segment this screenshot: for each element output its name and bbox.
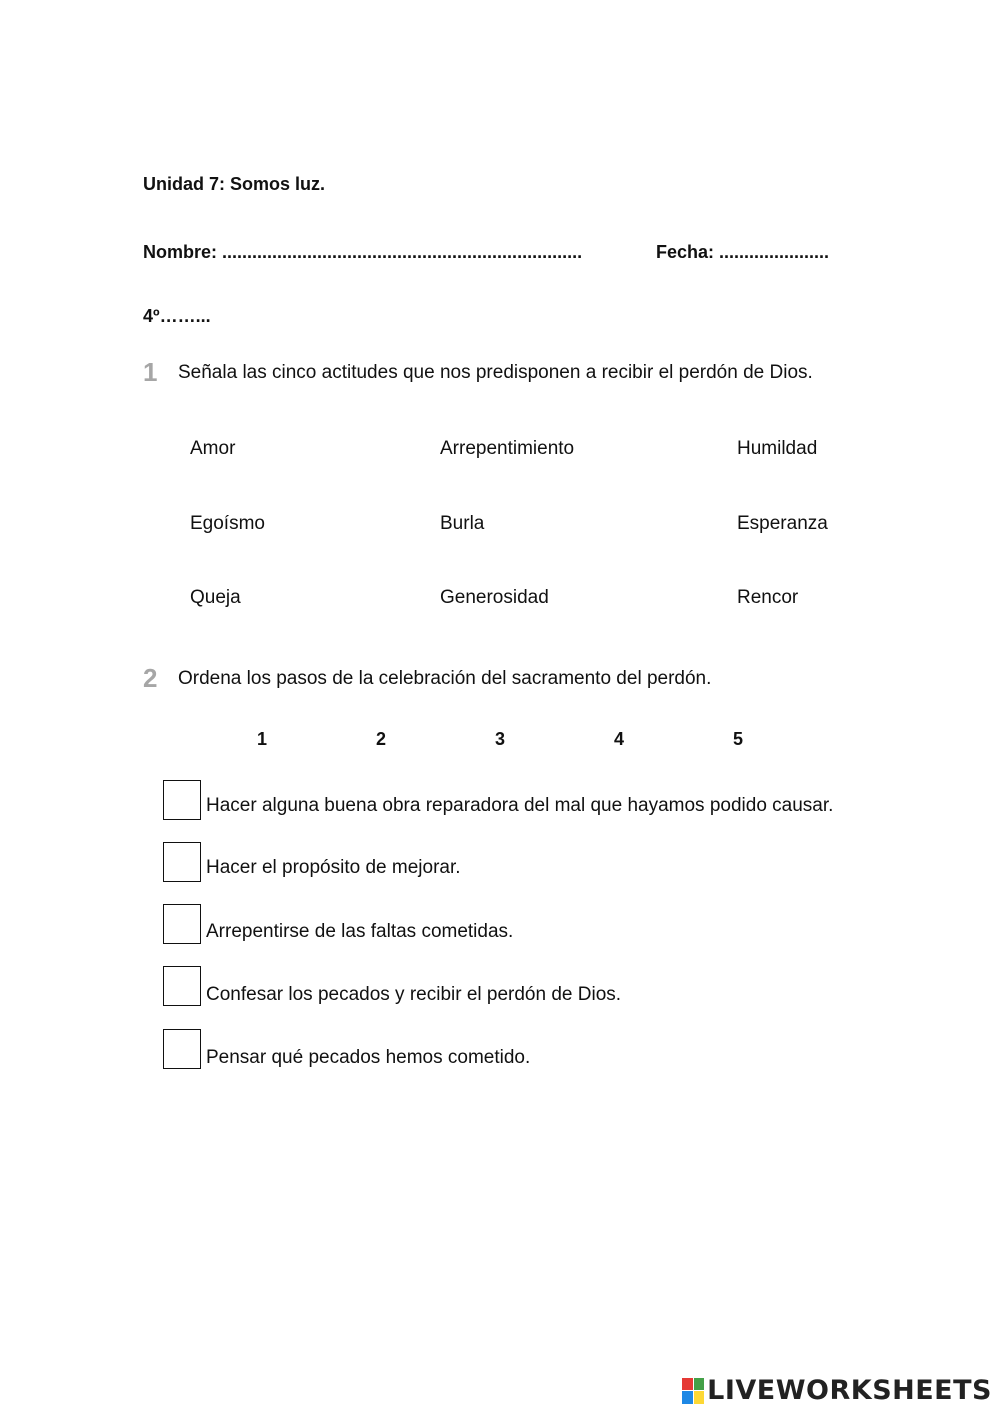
option-generosidad[interactable]: Generosidad (440, 587, 549, 608)
order-number: 4 (614, 729, 625, 749)
step-text: Pensar qué pecados hemos cometido. (206, 1047, 531, 1068)
order-number: 5 (733, 729, 744, 749)
order-number: 1 (257, 729, 268, 749)
step-text: Hacer el propósito de mejorar. (206, 857, 461, 878)
option-humildad[interactable]: Humildad (737, 438, 818, 459)
order-number: 3 (495, 729, 506, 749)
option-arrepentimiento[interactable]: Arrepentimiento (440, 438, 575, 459)
question-1-text: Señala las cinco actitudes que nos predisponen a recibir el perdón de Dios. (178, 362, 813, 383)
option-esperanza[interactable]: Esperanza (737, 513, 828, 534)
logo-icon (682, 1378, 704, 1404)
option-egoismo[interactable]: Egoísmo (190, 513, 265, 534)
question-2-text: Ordena los pasos de la celebración del sacramento del perdón. (178, 668, 712, 689)
step-answer-box[interactable] (163, 1029, 201, 1069)
option-rencor[interactable]: Rencor (737, 587, 799, 608)
grade-label: 4º……... (143, 306, 211, 326)
option-burla[interactable]: Burla (440, 513, 485, 534)
name-label: Nombre: ........................................................................ (143, 242, 583, 262)
step-answer-box[interactable] (163, 842, 201, 882)
liveworksheets-logo (682, 1375, 992, 1406)
option-queja[interactable]: Queja (190, 587, 241, 608)
step-answer-box[interactable] (163, 966, 201, 1006)
question-1-number: 1 (143, 357, 158, 387)
date-label: Fecha: ...................... (656, 242, 830, 262)
date-field-label (656, 242, 829, 263)
step-text: Hacer alguna buena obra reparadora del mal que hayamos podido causar. (206, 795, 834, 816)
step-text: Arrepentirse de las faltas cometidas. (206, 921, 514, 942)
brand-name: LIVEWORKSHEETS (707, 1375, 992, 1406)
page-title: Unidad 7: Somos luz. (143, 174, 326, 194)
step-text: Confesar los pecados y recibir el perdón de Dios. (206, 984, 622, 1005)
step-answer-box[interactable] (163, 780, 201, 820)
question-2-number: 2 (143, 663, 158, 693)
name-field-label (143, 242, 582, 263)
step-answer-box[interactable] (163, 904, 201, 944)
order-number: 2 (376, 729, 387, 749)
option-amor[interactable]: Amor (190, 438, 236, 459)
